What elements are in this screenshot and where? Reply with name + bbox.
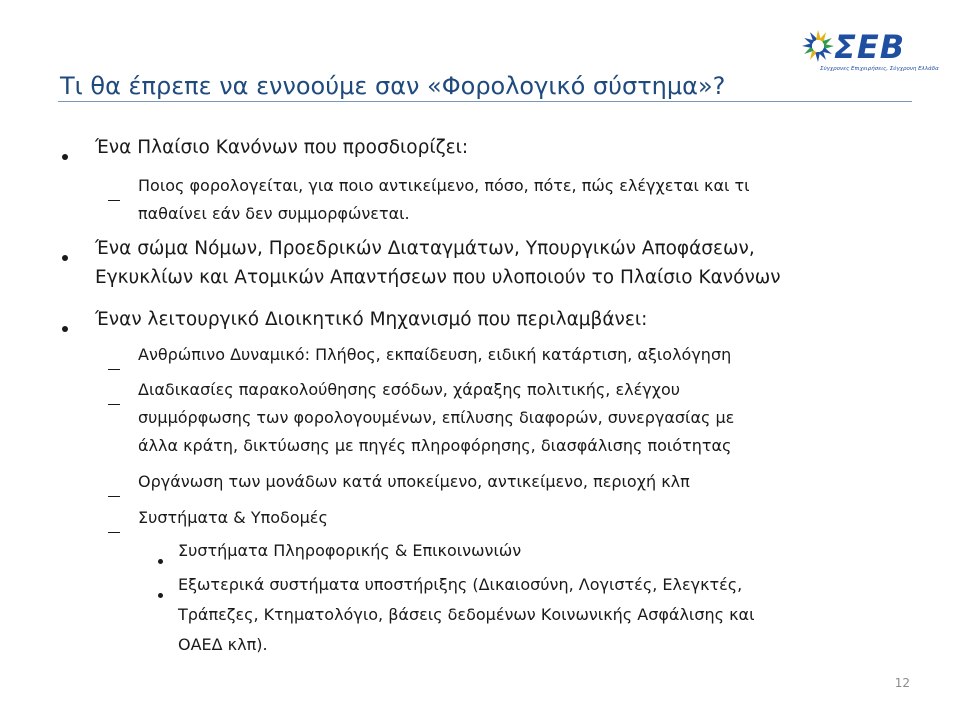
- sub-sub-item-text: ΟΑΕΔ κλπ).: [178, 635, 268, 654]
- small-bullet-marker: [158, 549, 163, 568]
- sub-item-human-resources: [138, 341, 731, 369]
- sub-item-who-is-taxed: [138, 172, 750, 228]
- sub-item-text: Συστήματα & Υποδομές: [138, 508, 328, 527]
- sub-item-text: συμμόρφωσης των φορολογουμένων, επίλυσης διαφορών, συνεργασίας με: [138, 408, 735, 427]
- sub-item-systems-infrastructure: [138, 504, 328, 532]
- sub-item-text: Διαδικασίες παρακολούθησης εσόδων, χάραξης πολιτικής, ελέγχου: [138, 380, 680, 399]
- sub-sub-item-text: Τράπεζες, Κτηματολόγιο, βάσεις δεδομένων Κοινωνικής Ασφάλισης και: [178, 605, 755, 624]
- sub-sub-item-it-systems: [178, 536, 521, 566]
- seb-logo-tagline: Σύγχρονες Επιχειρήσεις, Σύγχρονη Ελλάδα: [820, 66, 939, 72]
- bullet-text: Εγκυκλίων και Ατομικών Απαντήσεων που υλοποιούν το Πλαίσιο Κανόνων: [95, 267, 781, 288]
- sub-item-procedures: [138, 376, 734, 460]
- sub-sub-item-text: Συστήματα Πληροφορικής & Επικοινωνιών: [178, 541, 522, 560]
- seb-logo: [798, 26, 938, 78]
- sub-item-text: άλλα κράτη, δικτύωσης με πηγές πληροφόρησης, διασφάλισης ποιότητας: [138, 436, 732, 455]
- bullet-text: Ένα σώμα Νόμων, Προεδρικών Διαταγμάτων, Υπουργικών Αποφάσεων,: [95, 238, 755, 259]
- small-bullet-marker: [158, 583, 163, 602]
- dash-marker: [108, 186, 120, 205]
- bullet-text: Ένα Πλαίσιο Κανόνων που προσδιορίζει:: [95, 137, 469, 158]
- dash-marker: [108, 390, 120, 409]
- sub-sub-item-text: Εξωτερικά συστήματα υποστήριξης (Δικαιοσύνη, Λογιστές, Ελεγκτές,: [178, 575, 743, 594]
- seb-logo-name: ΣΕΒ: [834, 28, 906, 66]
- slide-title: Τι θα έπρεπε να εννοούμε σαν «Φορολογικό σύστημα»?: [60, 72, 726, 100]
- seb-logo-mark-icon: [798, 26, 838, 66]
- sub-item-text: Οργάνωση των μονάδων κατά υποκείμενο, αντικείμενο, περιοχή κλπ: [138, 472, 690, 491]
- dash-marker: [108, 355, 120, 374]
- bullet-marker: [62, 246, 68, 265]
- bullet-marker: [62, 317, 68, 336]
- title-divider: [58, 101, 912, 102]
- page-number: 12: [894, 676, 910, 690]
- sub-item-text: Ανθρώπινο Δυναμικό: Πλήθος, εκπαίδευση, ειδική κατάρτιση, αξιολόγηση: [138, 345, 732, 364]
- sub-item-text: παθαίνει εάν δεν συμμορφώνεται.: [138, 204, 410, 223]
- bullet-admin-mechanism: [95, 305, 647, 334]
- sub-sub-item-external-systems: [178, 570, 754, 660]
- bullet-marker: [62, 145, 68, 164]
- sub-item-organization: [138, 468, 690, 496]
- dash-marker: [108, 518, 120, 537]
- bullet-text: Έναν λειτουργικό Διοικητικό Μηχανισμό που περιλαμβάνει:: [95, 309, 648, 330]
- sub-item-text: Ποιος φορολογείται, για ποιο αντικείμενο, πόσο, πότε, πώς ελέγχεται και τι: [138, 176, 750, 195]
- dash-marker: [108, 482, 120, 501]
- bullet-body-of-laws: [95, 234, 781, 292]
- bullet-rules-framework: [95, 133, 468, 162]
